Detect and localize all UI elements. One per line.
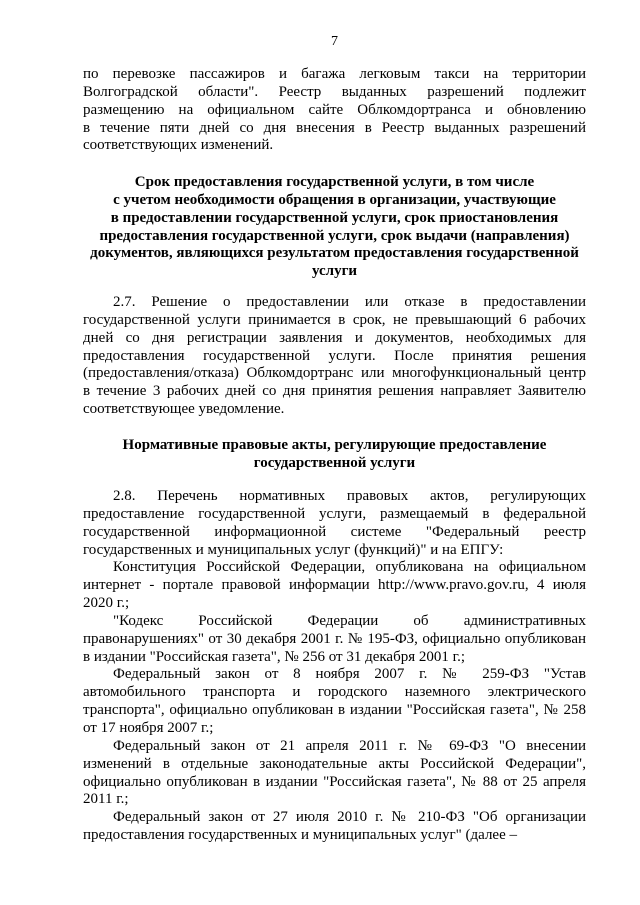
heading-line: Срок предоставления государственной услуги, в том числе <box>134 174 535 190</box>
legal-act-fz-210 <box>83 809 586 845</box>
text-line: "Кодекс Российской Федерации об административных <box>113 612 586 629</box>
section-heading-acts-block <box>83 437 586 473</box>
text-line: соответствующее уведомление. <box>83 401 285 418</box>
legal-act-fz-69 <box>83 738 586 809</box>
text-line: государственных и муниципальных услуг (функций)" и на ЕПГУ: <box>83 541 504 558</box>
page-number: 7 <box>331 34 338 49</box>
text-line: 2.8. Перечень нормативных правовых актов, регулирующих <box>113 488 586 504</box>
text-line: от 17 ноября 2007 г.; <box>83 719 214 736</box>
text-line: автомобильного транспорта и городского наземного электрического <box>83 684 586 701</box>
heading-line: Нормативные правовые акты, регулирующие предоставление <box>122 437 547 453</box>
text-line: транспорта", официально опубликован в издании "Российская газета", № 258 <box>83 702 586 719</box>
heading-line: государственной услуги <box>253 454 416 471</box>
item-2-7-block <box>83 294 586 419</box>
text-line: интернет - портале правовой информации http://www.pravo.gov.ru, 4 июля <box>83 577 586 594</box>
text-line: 2.7. Решение о предоставлении или отказе в предоставлении <box>113 294 586 310</box>
text-line: в издании "Российская газета", № 256 от 31 декабря 2001 г.; <box>83 648 465 665</box>
text-line: предоставления государственной услуги. После принятия решения <box>83 347 586 364</box>
text-line: государственной услуги принимается в срок, не превышающий 6 рабочих <box>83 311 586 328</box>
text-line: предоставление государственной услуги, размещаемый в федеральной <box>83 505 586 522</box>
text-line: (предоставления/отказа) Облкомдортранс или многофункциональный центр <box>83 365 586 382</box>
text-line: дней со дня регистрации заявления и документов, необходимых для <box>83 329 586 346</box>
heading-line: предоставления государственной услуги, срок выдачи (направления) <box>99 227 570 244</box>
text-line: официально опубликован в издании "Российская газета", № 88 от 25 апреля <box>83 773 586 790</box>
text-line: государственной информационной системе "Федеральный реестр <box>83 523 586 540</box>
section-heading-term <box>83 174 586 281</box>
text-line: Конституция Российской Федерации, опубликована на официальном <box>113 559 586 576</box>
heading-line: документов, являющихся результатом предоставления государственной <box>90 245 579 262</box>
legal-acts-list <box>83 488 586 845</box>
text-line: в течение 3 рабочих дней со дня принятия решения направляет Заявителю <box>83 383 586 400</box>
text-line: 2011 г.; <box>83 791 129 808</box>
legal-act-administrative-code <box>83 613 586 667</box>
section-heading-term-block <box>83 174 586 281</box>
paragraph-2-8 <box>83 488 586 559</box>
text-line: Федеральный закон от 8 ноября 2007 г. № 259-ФЗ "Устав <box>113 666 586 683</box>
heading-line: в предоставлении государственной услуги, срок приостановления <box>110 209 559 226</box>
text-line: Волгоградской области". Реестр выданных разрешений подлежит <box>83 83 586 100</box>
text-line: размещению на официальном сайте Облкомдортранса и обновлению <box>83 101 586 118</box>
text-line: в течение пяти дней со дня внесения в Реестр выданных разрешений <box>83 119 586 136</box>
text-line: 2020 г.; <box>83 595 130 612</box>
continuation-paragraph <box>83 66 586 155</box>
continuation-block <box>83 66 586 155</box>
legal-act-constitution <box>83 559 586 613</box>
heading-line: услуги <box>311 263 358 280</box>
text-line: Федеральный закон от 21 апреля 2011 г. № 69-ФЗ "О внесении <box>113 737 586 754</box>
text-line: изменений в отдельные законодательные акты Российской Федерации", <box>83 755 586 772</box>
paragraph-2-7 <box>83 294 586 419</box>
heading-line: с учетом необходимости обращения в организации, участвующие <box>113 191 556 208</box>
text-line: Федеральный закон от 27 июля 2010 г. № 210-ФЗ "Об организации <box>113 809 586 826</box>
text-line: правонарушениях" от 30 декабря 2001 г. № 195-ФЗ, официально опубликован <box>83 630 586 647</box>
text-line: предоставления государственных и муниципальных услуг" (далее – <box>83 827 517 844</box>
legal-act-fz-259 <box>83 666 586 737</box>
text-line: по перевозке пассажиров и багажа легковым такси на территории <box>83 66 586 82</box>
section-heading-legal-acts <box>83 437 586 473</box>
text-line: соответствующих изменений. <box>83 137 274 154</box>
